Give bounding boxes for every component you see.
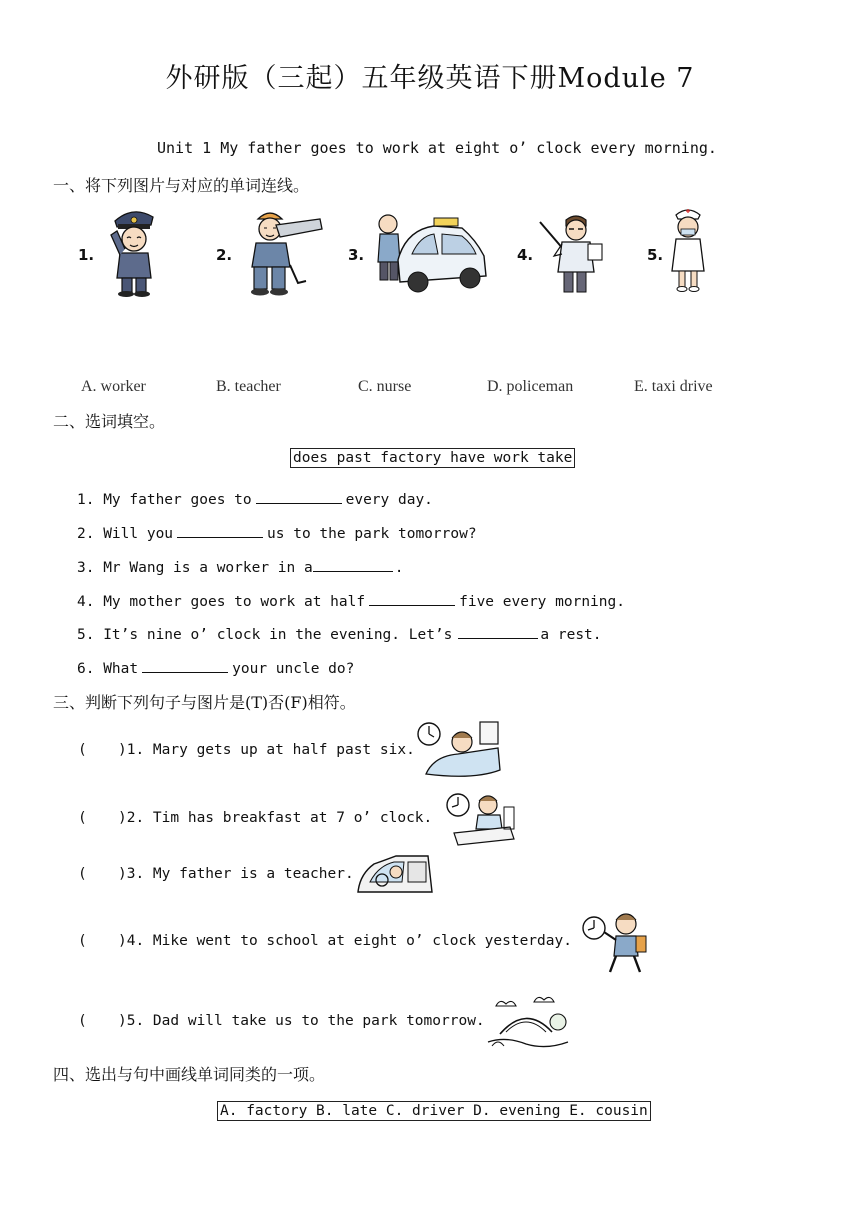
teacher-illustration xyxy=(538,210,608,298)
option-box: A. factory B. late C. driver D. evening E. cousin xyxy=(217,1101,651,1121)
picture-number-1: 1. xyxy=(78,246,95,264)
policeman-illustration xyxy=(103,203,163,298)
fill-item-4: 4. My mother goes to work at half five every morning. xyxy=(77,591,625,610)
answer-blank[interactable] xyxy=(313,557,393,572)
answer-paren[interactable]: ( xyxy=(78,933,87,949)
picture-number-5: 5. xyxy=(647,246,664,264)
park-illustration xyxy=(486,992,570,1050)
fill-item-1: 1. My father goes to every day. xyxy=(77,489,433,508)
answer-paren[interactable]: ( xyxy=(78,742,87,758)
answer-paren[interactable]: ( xyxy=(78,1013,87,1029)
judge-item-2: ( )2. Tim has breakfast at 7 o’ clock. xyxy=(78,810,433,826)
judge-item-3: ( )3. My father is a teacher. xyxy=(78,866,354,882)
picture-number-2: 2. xyxy=(216,246,233,264)
answer-paren[interactable]: ( xyxy=(78,810,87,826)
judge-item-5: ( )5. Dad will take us to the park tomorrow. xyxy=(78,1013,485,1029)
clock-school-illustration xyxy=(580,910,650,978)
worker-illustration xyxy=(236,205,326,300)
answer-blank[interactable] xyxy=(458,624,538,639)
answer-blank[interactable] xyxy=(177,523,263,538)
answer-paren[interactable]: ( xyxy=(78,866,87,882)
word-bank-box: does past factory have work take xyxy=(290,448,575,468)
judge-item-4: ( )4. Mike went to school at eight o’ clock yesterday. xyxy=(78,933,572,949)
clock-bed-illustration xyxy=(414,718,504,784)
nurse-illustration xyxy=(668,205,708,295)
car-driver-illustration xyxy=(356,852,434,896)
clock-breakfast-illustration xyxy=(444,789,516,847)
section3-heading: 三、判断下列句子与图片是(T)否(F)相符。 xyxy=(53,693,356,712)
word-option-e: E. taxi drive xyxy=(634,378,713,395)
unit-subtitle: Unit 1 My father goes to work at eight o’ clock every morning. xyxy=(157,139,717,157)
section1-heading: 一、将下列图片与对应的单词连线。 xyxy=(53,176,310,195)
word-option-b: B. teacher xyxy=(216,378,281,395)
judge-item-1: ( )1. Mary gets up at half past six. xyxy=(78,742,415,758)
answer-blank[interactable] xyxy=(256,489,342,504)
fill-item-5: 5. It’s nine o’ clock in the evening. Let’s a rest. xyxy=(77,624,602,643)
page-title: 外研版（三起）五年级英语下册Module 7 xyxy=(165,63,695,94)
picture-number-3: 3. xyxy=(348,246,365,264)
picture-number-4: 4. xyxy=(517,246,534,264)
fill-item-2: 2. Will you us to the park tomorrow? xyxy=(77,523,477,542)
answer-blank[interactable] xyxy=(142,658,228,673)
fill-item-3: 3. Mr Wang is a worker in a . xyxy=(77,557,403,576)
fill-item-6: 6. What your uncle do? xyxy=(77,658,354,677)
taxi-driver-illustration xyxy=(372,210,492,298)
word-option-a: A. worker xyxy=(81,378,146,395)
answer-blank[interactable] xyxy=(369,591,455,606)
section4-heading: 四、选出与句中画线单词同类的一项。 xyxy=(53,1065,326,1084)
word-option-c: C. nurse xyxy=(358,378,412,395)
section2-heading: 二、选词填空。 xyxy=(53,412,166,431)
word-option-d: D. policeman xyxy=(487,378,574,395)
